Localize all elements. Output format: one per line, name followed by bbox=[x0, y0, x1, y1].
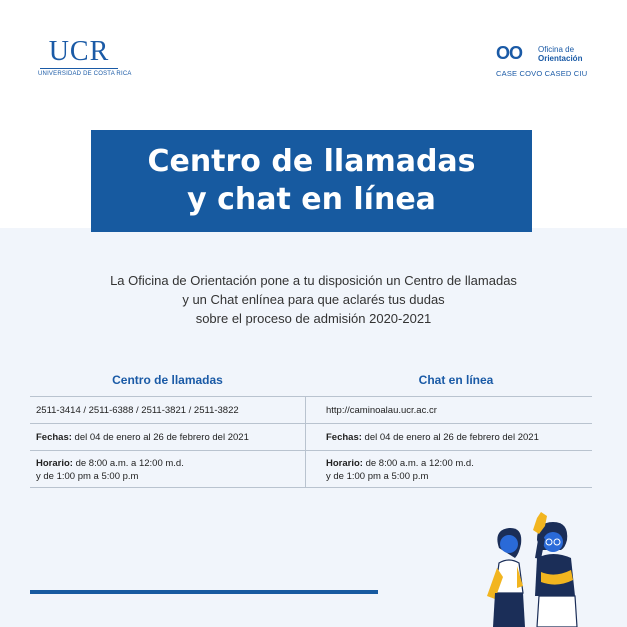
right-fechas-label: Fechas: bbox=[326, 432, 362, 443]
table-rule-2 bbox=[30, 423, 592, 424]
intro-line1: La Oficina de Orientación pone a tu disposición un Centro de llamadas bbox=[110, 273, 517, 288]
right-horario bbox=[326, 457, 474, 470]
page-title-line2: y chat en línea bbox=[187, 182, 436, 217]
phone-numbers: 2511-3414 / 2511-6388 / 2511-3821 / 2511-3822 bbox=[36, 405, 239, 416]
intro-line3: sobre el proceso de admisión 2020-2021 bbox=[195, 311, 432, 326]
left-horario-label: Horario: bbox=[36, 458, 73, 469]
right-horario-label: Horario: bbox=[326, 458, 363, 469]
oficina-logo-line2: Orientación bbox=[538, 54, 583, 63]
chat-url-link[interactable]: http://caminoalau.ucr.ac.cr bbox=[326, 405, 437, 416]
left-fechas bbox=[36, 431, 249, 444]
right-horario-line2: y de 1:00 pm a 5:00 p.m bbox=[326, 471, 429, 482]
left-horario-line2: y de 1:00 pm a 5:00 p.m bbox=[36, 471, 139, 482]
ucr-logo-text: UCR bbox=[48, 36, 110, 67]
ucr-logo-subtext: UNIVERSIDAD DE COSTA RICA bbox=[38, 71, 132, 77]
oficina-logo-line1: Oficina de bbox=[538, 45, 575, 54]
column-header-chat: Chat en línea bbox=[418, 373, 494, 387]
ucr-logo bbox=[38, 36, 132, 86]
bottom-accent-line bbox=[30, 590, 378, 594]
left-horario-value: de 8:00 a.m. a 12:00 m.d. bbox=[72, 458, 184, 469]
right-fechas bbox=[326, 431, 539, 444]
oficina-orientacion-logo bbox=[496, 44, 596, 84]
right-fechas-value: del 04 de enero al 26 de febrero del 2021 bbox=[361, 432, 539, 443]
column-header-call-center: Centro de llamadas bbox=[112, 373, 223, 387]
table-rule-3 bbox=[30, 450, 592, 451]
two-students-illustration-icon bbox=[477, 508, 595, 627]
left-horario bbox=[36, 457, 184, 470]
ucr-logo-divider bbox=[40, 68, 118, 69]
intro-paragraph bbox=[60, 271, 567, 328]
table-rule-top bbox=[30, 396, 592, 397]
table-column-divider bbox=[305, 396, 306, 488]
left-fechas-label: Fechas: bbox=[36, 432, 72, 443]
table-rule-bottom bbox=[30, 487, 592, 488]
oo-logo-icon: OO bbox=[496, 43, 523, 63]
left-fechas-value: del 04 de enero al 26 de febrero del 2021 bbox=[71, 432, 249, 443]
intro-line2: y un Chat enlínea para que aclarés tus dudas bbox=[182, 292, 445, 307]
page-title-line1: Centro de llamadas bbox=[147, 144, 476, 179]
title-banner bbox=[91, 130, 532, 232]
right-horario-value: de 8:00 a.m. a 12:00 m.d. bbox=[362, 458, 474, 469]
oficina-logo-units: CASE COVO CASED CIU bbox=[496, 69, 588, 78]
